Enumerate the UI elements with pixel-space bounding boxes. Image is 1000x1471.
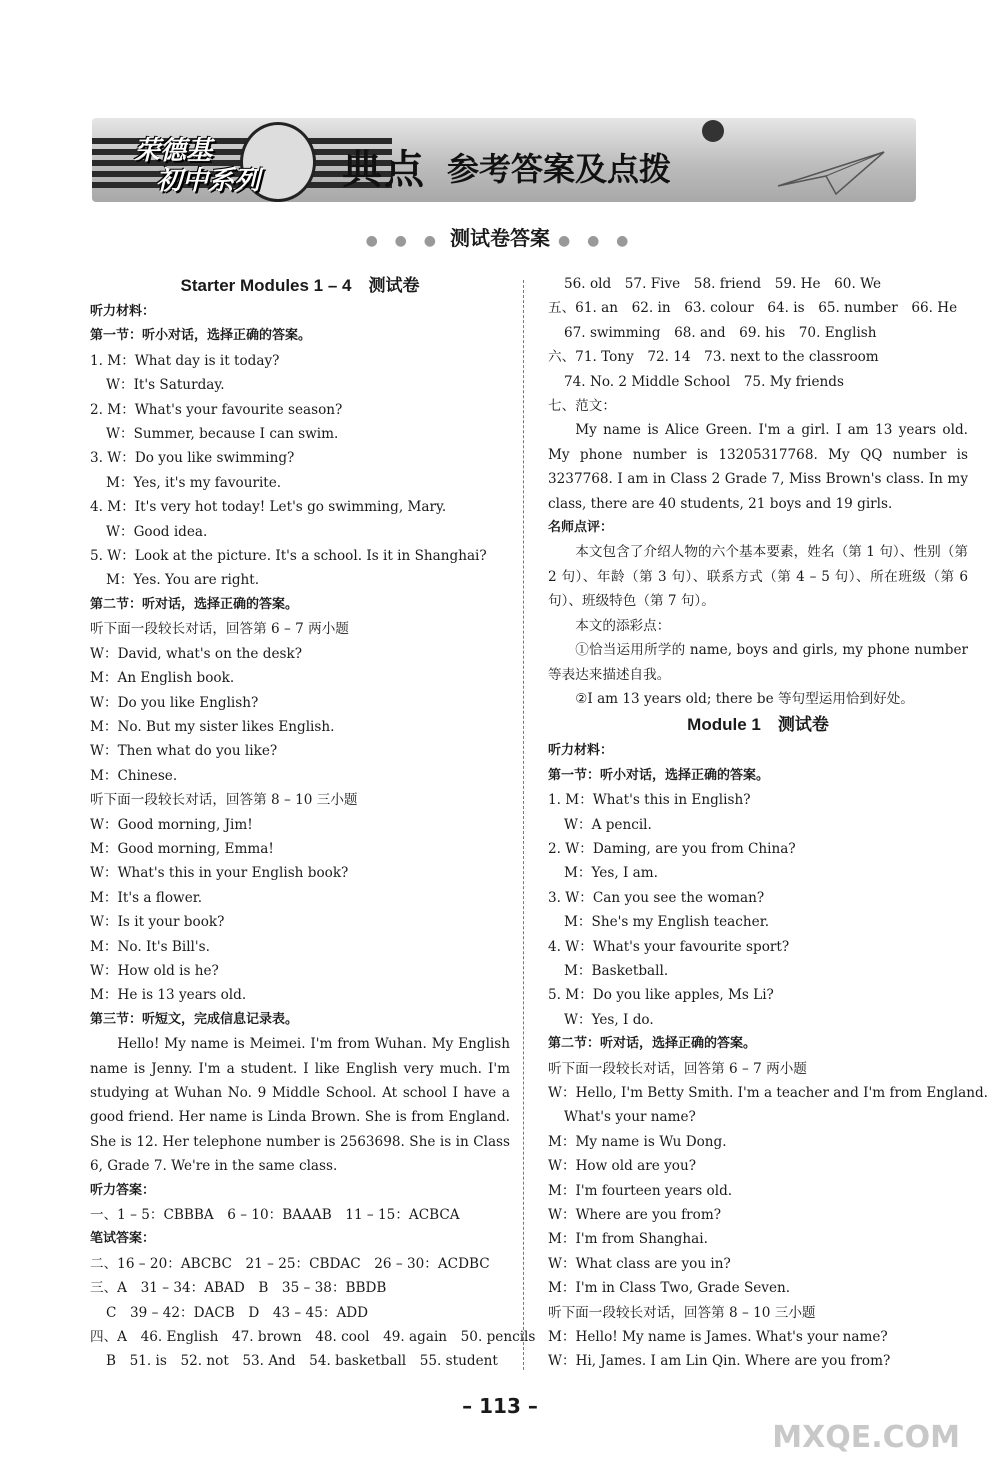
text-line: M：Basketball.	[564, 962, 669, 979]
text-line: M：Yes, I am.	[564, 865, 658, 882]
decor-dots-right: ● ● ●	[558, 233, 635, 249]
text-line: 听下面一段较长对话，回答第 6 – 7 两小题	[90, 621, 349, 638]
text-line: M：I'm from Shanghai.	[548, 1231, 708, 1248]
text-line: W：Then what do you like?	[90, 743, 278, 760]
right-column	[548, 272, 988, 1374]
text-line: W：Is it your book?	[90, 914, 225, 931]
text-line: 三、A 31 – 34：ABAD B 35 – 38：BBDB	[90, 1280, 387, 1297]
listening-passage: Hello! My name is Meimei. I'm from Wuhan. My English name is Jenny. I'm a student. I like English very much. I'm studying at Wuhan No. 9 Middle School. At school I have a good friend. Her name is Linda Brown. She is from England. She is 12. Her telephone number is 2563698. She is in Class 6, Grade 7. We're in the same class.	[90, 1036, 510, 1175]
text-line: 3. W：Do you like swimming?	[90, 450, 295, 467]
section-title: ● ● ● 测试卷答案 ● ● ●	[365, 226, 635, 250]
text-line: What's your name?	[564, 1109, 696, 1126]
text-line: W：How old are you?	[548, 1158, 696, 1175]
text-line: 第一节：听小对话，选择正确的答案。	[548, 767, 770, 783]
text-line: W：Hello, I'm Betty Smith. I'm a teacher and I'm from England.	[548, 1085, 988, 1101]
text-line: M：No. It's Bill's.	[90, 938, 210, 955]
text-line: 5. W：Look at the picture. It's a school. Is it in Shanghai?	[90, 548, 487, 565]
text-line: 2. M：What's your favourite season?	[90, 401, 343, 418]
text-line: 听力材料：	[90, 304, 156, 319]
banner-subtitle: 参考答案及点拨	[447, 150, 672, 188]
text-line: 4. M：It's very hot today! Let's go swimming, Mary.	[90, 499, 447, 516]
text-line: 4. W：What's your favourite sport?	[548, 938, 790, 955]
left-column	[90, 272, 536, 1374]
teacher-comment-3: ①恰当运用所学的 name, boys and girls, my phone number 等表达来描述自我。	[548, 642, 968, 683]
right-lines	[548, 272, 968, 418]
text-line: C 39 – 42：DACB D 43 – 45：ADD	[106, 1304, 369, 1321]
text-line: B 51. is 52. not 53. And 54. basketball 55. student	[106, 1353, 498, 1370]
text-line: M：Hello! My name is James. What's your name?	[548, 1329, 888, 1346]
text-line: 2. W：Daming, are you from China?	[548, 840, 796, 857]
text-line: M：I'm fourteen years old.	[548, 1182, 733, 1199]
text-line: W：What's this in your English book?	[90, 865, 349, 882]
text-line: W：Good morning, Jim!	[90, 816, 253, 833]
text-line: 74. No. 2 Middle School 75. My friends	[564, 373, 844, 390]
text-line: 第一节：听小对话，选择正确的答案。	[90, 328, 312, 344]
text-line: 二、16 – 20：ABCBC 21 – 25：CBDAC 26 – 30：ACDBC	[90, 1255, 490, 1272]
decor-dot-icon	[702, 120, 724, 142]
text-line: 1. M：What day is it today?	[90, 352, 280, 369]
column-divider	[523, 280, 524, 1370]
text-line: M：Chinese.	[90, 767, 178, 784]
text-line: 第二节：听对话，选择正确的答案。	[90, 596, 299, 612]
model-essay: My name is Alice Green. I'm a girl. I am 13 years old. My phone number is 13205317768. My QQ number is 3237768. I am in Class 2 Grade 7, Miss Brown's class. In my class, there are 40 students, 21 boys and 19 girls.	[548, 422, 968, 512]
brand-name: 典点	[342, 147, 426, 193]
page-number: – 113 –	[462, 1394, 538, 1418]
series-logo: 荣德基 初中系列	[134, 136, 261, 196]
text-line: W：Where are you from?	[548, 1207, 722, 1224]
text-line: M：He is 13 years old.	[90, 987, 247, 1004]
teacher-comment-label: 名师点评：	[548, 520, 614, 536]
text-line: M：An English book.	[90, 670, 235, 687]
header-banner	[92, 118, 916, 202]
teacher-comment-4: ②I am 13 years old; there be 等句型运用恰到好处。	[575, 690, 914, 707]
text-line: 67. swimming 68. and 69. his 70. English	[564, 324, 877, 341]
text-line: 四、A 46. English 47. brown 48. cool 49. again 50. pencils	[90, 1329, 536, 1346]
text-line: M：No. But my sister likes English.	[90, 718, 335, 735]
text-line: 笔试答案：	[90, 1231, 156, 1247]
text-line: 听力答案：	[90, 1182, 156, 1198]
text-line: 六、71. Tony 72. 14 73. next to the classroom	[548, 349, 879, 366]
text-line: W：David, what's on the desk?	[90, 645, 303, 662]
text-line: 听力材料：	[548, 743, 614, 759]
text-line: W：What class are you in?	[548, 1255, 731, 1272]
text-line: 听下面一段较长对话，回答第 8 – 10 三小题	[548, 1304, 816, 1321]
text-line: W：How old is he?	[90, 962, 219, 979]
teacher-comment-1: 本文包含了介绍人物的六个基本要素，姓名（第 1 句）、性别（第 2 句）、年龄（第 3 句）、联系方式（第 4 – 5 句）、所在班级（第 6 句）、班级特色（第 7 句）。	[548, 544, 968, 610]
watermark: MXQE.COM	[772, 1420, 960, 1455]
text-line: W：It's Saturday.	[106, 377, 225, 394]
text-line: 56. old 57. Five 58. friend 59. He 60. We	[564, 276, 881, 292]
text-line: 1. M：What's this in English?	[548, 792, 751, 809]
text-line: 七、范文：	[548, 398, 616, 415]
text-line: 3. W：Can you see the woman?	[548, 889, 765, 906]
text-line: 第二节：听对话，选择正确的答案。	[548, 1036, 757, 1052]
text-line: M：Yes. You are right.	[106, 572, 260, 589]
text-line: 5. M：Do you like apples, Ms Li?	[548, 987, 774, 1004]
text-line: M：Yes, it's my favourite.	[106, 474, 282, 491]
left-lines	[90, 300, 510, 1032]
text-line: M：Good morning, Emma!	[90, 840, 274, 857]
text-line: M：She's my English teacher.	[564, 914, 770, 931]
text-line: 听下面一段较长对话，回答第 6 – 7 两小题	[548, 1060, 807, 1077]
left-answers	[90, 1179, 536, 1374]
text-line: W：Summer, because I can swim.	[106, 426, 339, 443]
text-line: 听下面一段较长对话，回答第 8 – 10 三小题	[90, 792, 358, 809]
text-line: 第三节：听短文，完成信息记录表。	[90, 1011, 299, 1027]
text-line: M：It's a flower.	[90, 889, 203, 906]
teacher-comment-2: 本文的添彩点：	[575, 617, 671, 634]
test-heading-module1: Module 1 测试卷	[687, 715, 829, 735]
test-heading-starter: Starter Modules 1 – 4 测试卷	[180, 276, 420, 295]
text-line: W：A pencil.	[564, 816, 652, 833]
paper-plane-icon	[776, 146, 886, 196]
text-line: M：My name is Wu Dong.	[548, 1133, 727, 1150]
text-line: 一、1 – 5：CBBBA 6 – 10：BAAAB 11 – 15：ACBCA	[90, 1207, 460, 1224]
text-line: W：Good idea.	[106, 523, 208, 540]
text-line: W：Do you like English?	[90, 694, 259, 711]
text-line: M：I'm in Class Two, Grade Seven.	[548, 1280, 791, 1297]
decor-dots-left: ● ● ●	[365, 233, 442, 249]
text-line: W：Yes, I do.	[564, 1011, 654, 1028]
text-line: W：Hi, James. I am Lin Qin. Where are you from?	[548, 1353, 891, 1370]
right-lines2	[548, 739, 988, 1374]
text-line: 五、61. an 62. in 63. colour 64. is 65. number 66. He	[548, 300, 958, 317]
